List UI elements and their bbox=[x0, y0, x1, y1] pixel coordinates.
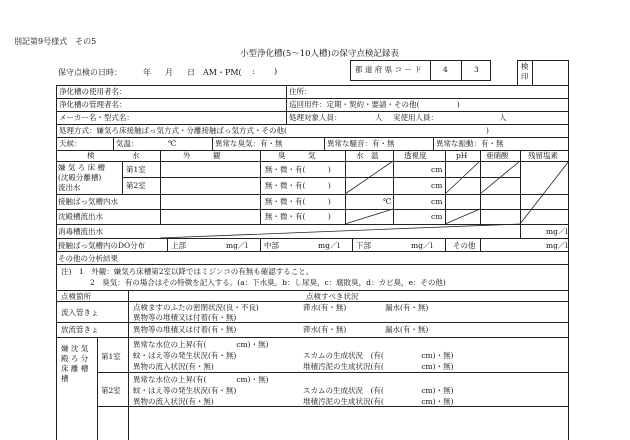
vibration-field[interactable]: 異常な振動：有・無 bbox=[436, 139, 504, 148]
room2-label: 第2室 bbox=[126, 181, 146, 190]
inspect-room2-level[interactable]: 異常な水位の上昇(有( cm)・無) bbox=[133, 375, 269, 384]
target-people-field[interactable]: 処理対象人員： bbox=[289, 113, 342, 122]
inspect-room2-scum[interactable]: スカムの生成状況 (有( cm)・無) bbox=[303, 386, 454, 395]
inspect-room2-mosquito[interactable]: 蚊・はえ等の発生状況(有・無) bbox=[133, 386, 237, 395]
inspect-room1-scum[interactable]: スカムの生成状況 (有( cm)・無) bbox=[303, 351, 454, 360]
aeration-in-label: 接触ばっ気槽内水 bbox=[58, 197, 118, 206]
method-field[interactable]: 処理方式：嫌気ろ床接触ばっ気方式・分離接触ばっ気方式・その他( bbox=[59, 126, 287, 135]
col-chlorine-header: 残留塩素 bbox=[528, 151, 558, 160]
method-close: ) bbox=[486, 126, 489, 135]
room2-cm: cm bbox=[431, 181, 443, 190]
user-name-field[interactable]: 浄化槽の使用者名： bbox=[59, 87, 127, 96]
date-colon: : bbox=[252, 67, 255, 76]
form-number: 別記第9号様式 その5 bbox=[14, 37, 97, 46]
odor-field[interactable]: 異常な臭気：有・無 bbox=[215, 139, 283, 148]
patrol-field[interactable]: 巡回用件：定期・契約・要請・その他( ) bbox=[289, 100, 460, 109]
outflow-stagnant-status[interactable]: 滞水(有・無) bbox=[303, 325, 347, 334]
note-2: 2 臭気：有の場合はその特徴を記入する。(a：下水臭，b：し尿臭，c：腐敗臭，d：カビ臭，e：その他) bbox=[90, 278, 446, 287]
anaerobic-tank-vertical-text: 嫌 沈 気 殿 ろ 分 床 離 槽 槽 bbox=[61, 344, 89, 383]
disinfection-mgl: mg／l bbox=[546, 227, 568, 236]
maker-field[interactable]: メーカー名・型式名： bbox=[59, 113, 134, 122]
inspect-room2-foreign[interactable]: 異物の流入状況(有・無) bbox=[133, 397, 214, 406]
form-title: 小型浄化槽(5～10人槽)の保守点検記録表 bbox=[240, 49, 399, 59]
do-lower-label: 下部 bbox=[356, 241, 371, 250]
inspect-room2-sludge[interactable]: 堆積汚泥の生成状況(有( cm)・無) bbox=[303, 397, 454, 406]
room1-label: 第1室 bbox=[126, 165, 146, 174]
sedimentation-out-label: 沈殿槽流出水 bbox=[58, 212, 103, 221]
outflow-pipe-label: 放流管きょ bbox=[61, 325, 99, 334]
do-middle-label: 中部 bbox=[264, 241, 279, 250]
date-label: 保守点検の日時： bbox=[58, 68, 122, 77]
anaerobic-tank-vertical-label bbox=[61, 344, 91, 384]
pref-code-label: 都 道 府 県 コ ー ド bbox=[355, 65, 422, 74]
inflow-pipe-label: 流入管きょ bbox=[61, 308, 99, 317]
manager-name-field[interactable]: 浄化槽の管理者名： bbox=[59, 100, 127, 109]
disinfection-out-label: 消毒槽流出水 bbox=[58, 227, 103, 236]
anaerobic-sub-label: (沈殿分離槽) bbox=[58, 173, 102, 182]
anaerobic-out-label: 流出水 bbox=[58, 183, 81, 192]
do-upper-label: 上部 bbox=[171, 241, 186, 250]
seal-label-2: 印 bbox=[521, 72, 529, 81]
weather-field[interactable]: 天候： bbox=[59, 139, 82, 148]
col-watertemp-header: 水 温 bbox=[356, 151, 379, 160]
inspect-room2-label: 第2室 bbox=[101, 386, 121, 395]
inspect-room1-sludge[interactable]: 堆積汚泥の生成状況(有( cm)・無) bbox=[303, 362, 454, 371]
place-header: 点検箇所 bbox=[61, 292, 91, 301]
temp-field[interactable]: 気温： bbox=[116, 139, 139, 148]
room2-odor[interactable]: 無・微・有( ) bbox=[265, 181, 331, 190]
col-sample-header: 検 水 bbox=[87, 151, 140, 160]
status-header: 点検すべき状況 bbox=[306, 292, 359, 301]
anaerobic-label: 嫌 気 ろ 床 槽 bbox=[58, 163, 106, 172]
sedimentation-cm: cm bbox=[431, 212, 443, 221]
seal-label-1: 検 bbox=[521, 62, 529, 71]
inflow-lid-status[interactable]: 点検ますのふたの密閉状況(良・不良) bbox=[133, 303, 259, 312]
col-ph-header: pH bbox=[456, 151, 468, 160]
date-month: 月 bbox=[165, 68, 173, 77]
pref-code-digit-2: 3 bbox=[474, 65, 479, 74]
inspect-room1-mosquito[interactable]: 蚊・はえ等の発生状況(有・無) bbox=[133, 351, 237, 360]
do-upper-unit: mg／l bbox=[226, 241, 248, 250]
col-odor-header: 臭 気 bbox=[278, 151, 316, 160]
room1-odor[interactable]: 無・微・有( ) bbox=[265, 165, 331, 174]
date-year: 年 bbox=[143, 68, 151, 77]
col-appearance-header: 外 観 bbox=[183, 151, 221, 160]
col-transparency-header: 透視度 bbox=[404, 151, 427, 160]
sedimentation-odor[interactable]: 無・微・有( ) bbox=[265, 212, 331, 221]
date-ampm: AM・PM( bbox=[203, 68, 242, 77]
pref-code-digit-1: 4 bbox=[443, 65, 448, 74]
date-day: 日 bbox=[187, 68, 195, 77]
note-1: 注) 1 外観：嫌気ろ床槽第2室以降ではミジンコの有無も確認すること。 bbox=[61, 267, 314, 276]
do-label: 接触ばっ気槽内のDO分布 bbox=[58, 241, 146, 250]
inspect-room1-foreign[interactable]: 異物の流入状況(有・無) bbox=[133, 362, 214, 371]
do-other-label: その他 bbox=[453, 241, 476, 250]
inspect-room1-level[interactable]: 異常な水位の上昇(有( cm)・無) bbox=[133, 340, 269, 349]
address-field[interactable]: 住所： bbox=[289, 87, 312, 96]
outflow-debris-status[interactable]: 異物等の堆積又は付着(有・無) bbox=[133, 325, 237, 334]
noise-field[interactable]: 異常な騒音：有・無 bbox=[327, 139, 395, 148]
outflow-leak-status[interactable]: 漏水(有・無) bbox=[385, 325, 429, 334]
aeration-cm: cm bbox=[431, 197, 443, 206]
do-other-unit: mg／l bbox=[546, 241, 568, 250]
date-close: ) bbox=[274, 67, 278, 76]
inflow-stagnant-status[interactable]: 滞水(有・無) bbox=[303, 303, 347, 312]
people-unit-2: 人 bbox=[499, 113, 507, 122]
inflow-leak-status[interactable]: 漏水(有・無) bbox=[385, 303, 429, 312]
do-lower-unit: mg／l bbox=[411, 241, 433, 250]
aeration-odor[interactable]: 無・微・有( ) bbox=[265, 197, 331, 206]
do-middle-unit: mg／l bbox=[318, 241, 340, 250]
col-nitrite-header: 亜硝酸 bbox=[486, 151, 509, 160]
inspect-room1-label: 第1室 bbox=[101, 352, 121, 361]
room1-cm: cm bbox=[431, 165, 443, 174]
actual-users-field[interactable]: 実使用人員： bbox=[393, 113, 438, 122]
aeration-temp-unit: ℃ bbox=[383, 197, 392, 206]
temp-unit: ℃ bbox=[168, 139, 177, 148]
other-results-label: その他の分析結果 bbox=[58, 254, 118, 263]
people-unit-1: 人 bbox=[375, 113, 383, 122]
inflow-debris-status[interactable]: 異物等の堆積又は付着(有・無) bbox=[133, 313, 237, 322]
